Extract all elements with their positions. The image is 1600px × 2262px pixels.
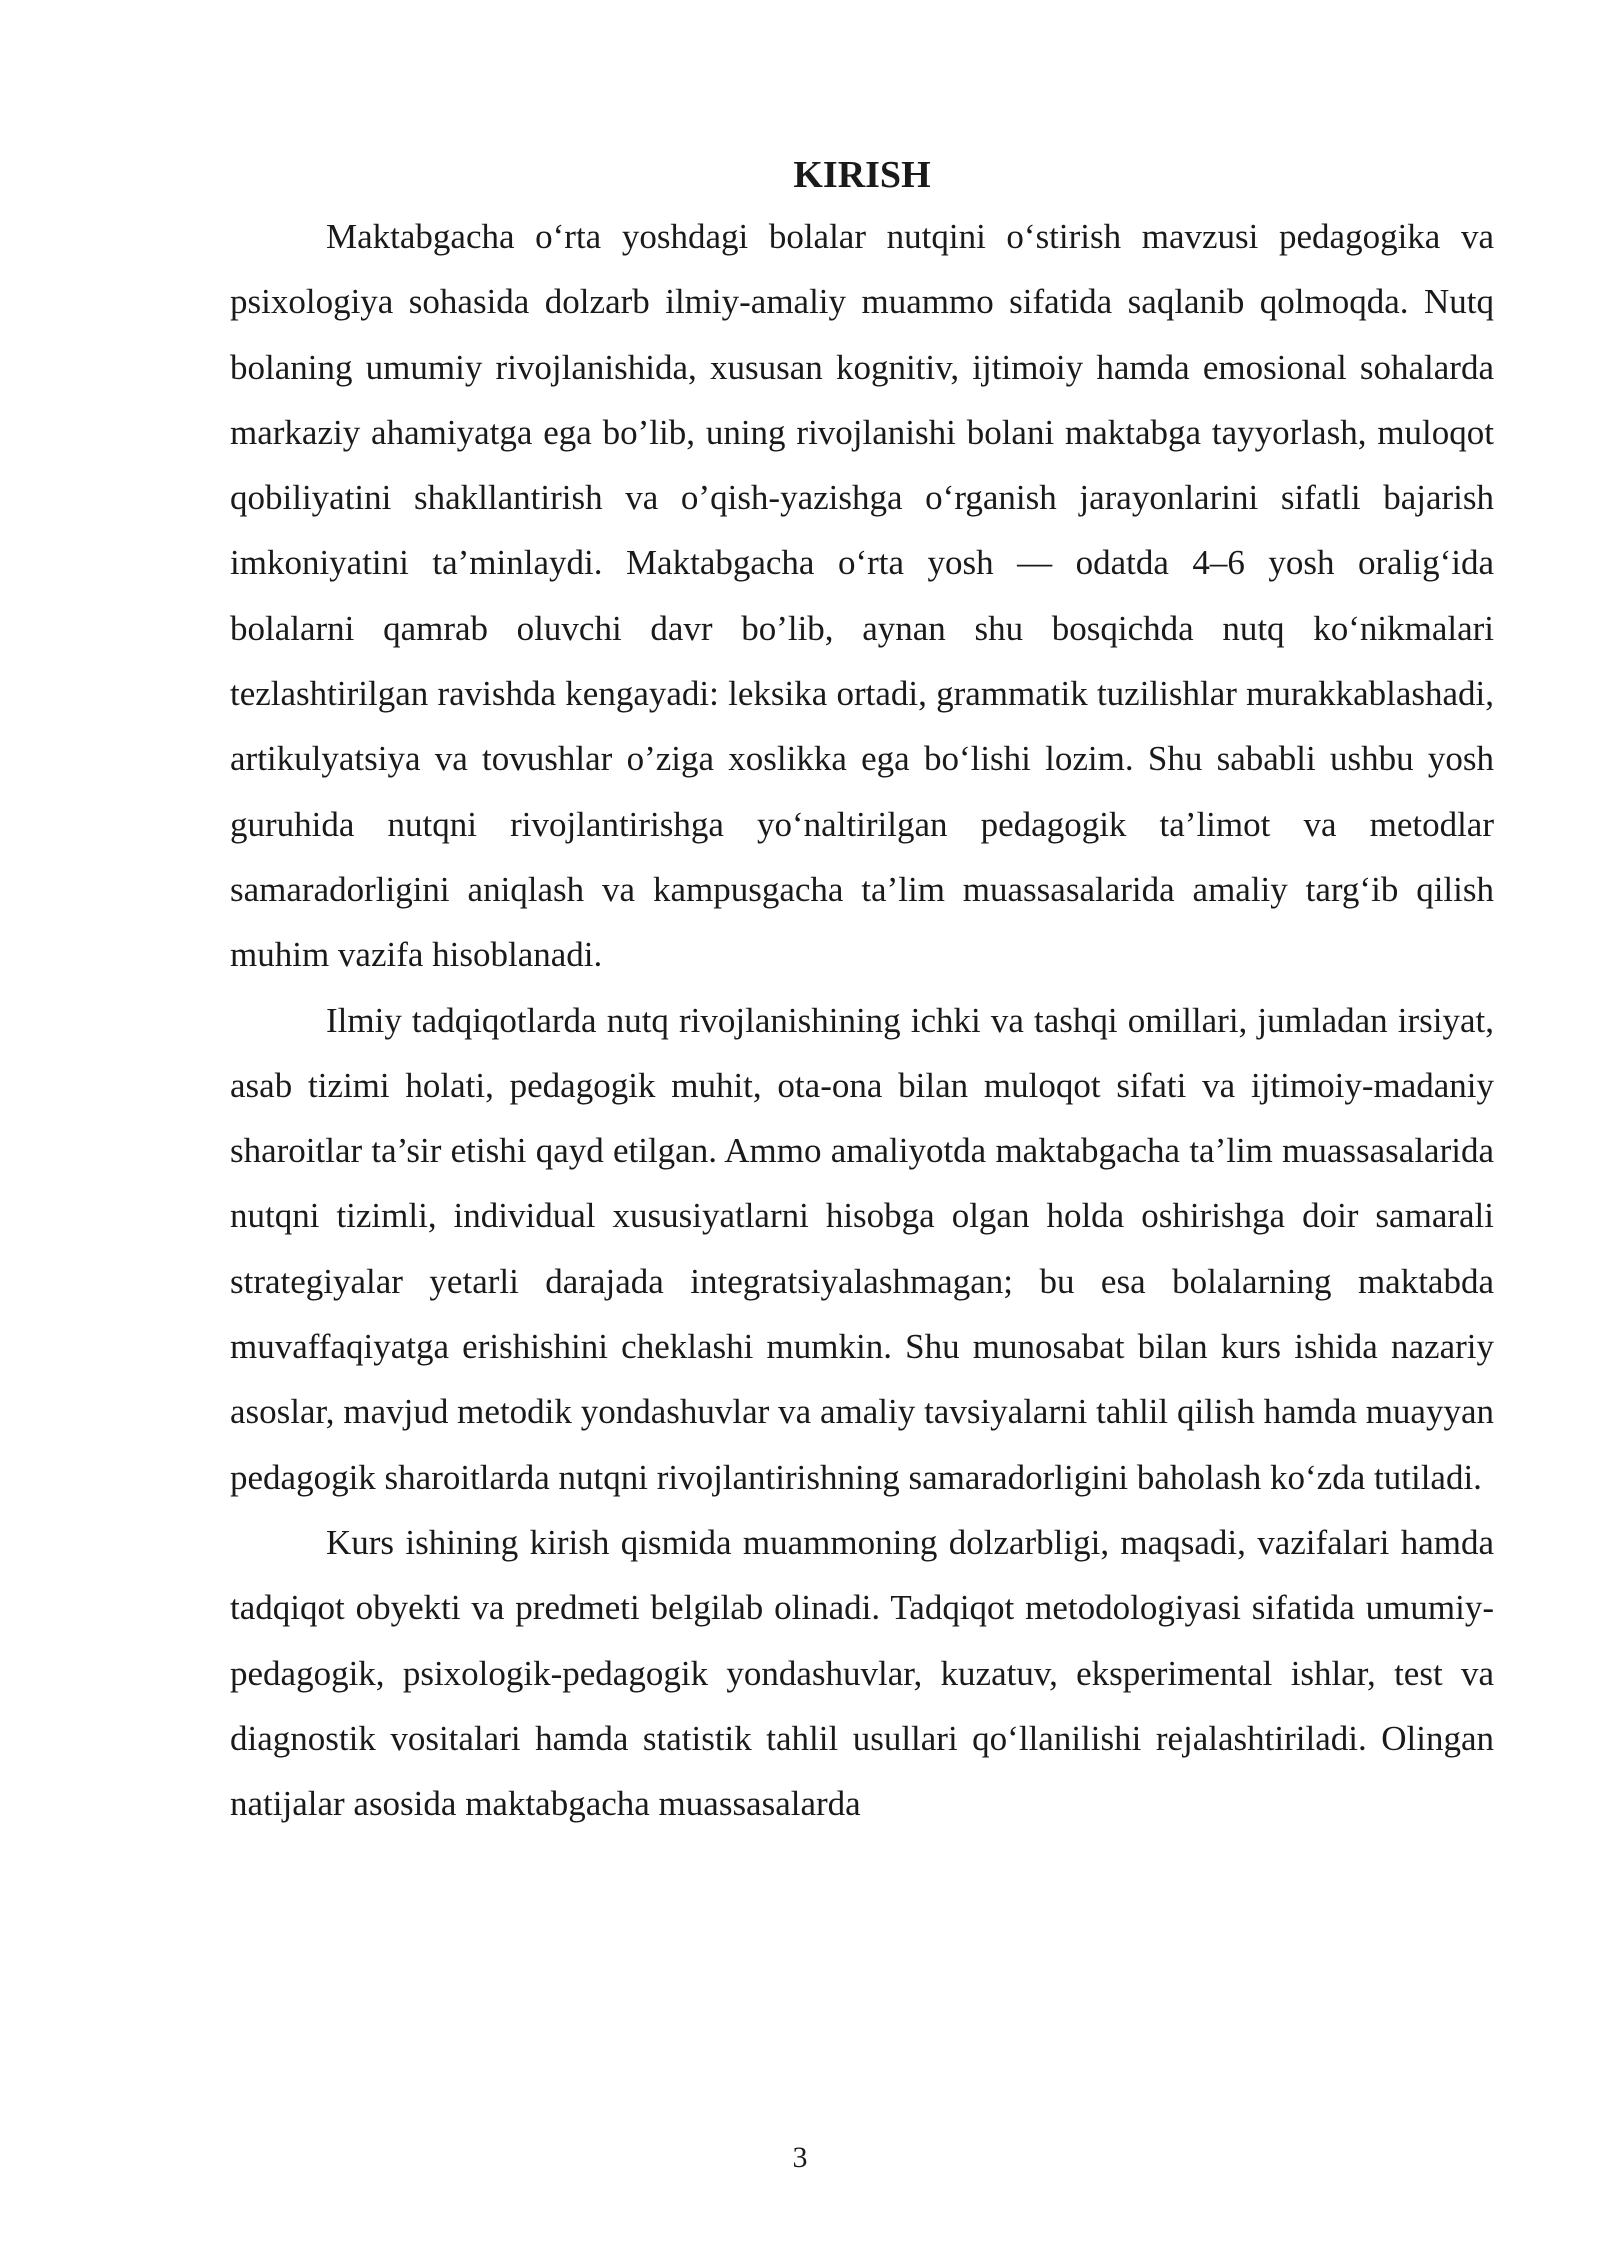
page-content xyxy=(230,146,1494,1836)
paragraph-1: Maktabgacha o‘rta yoshdagi bolalar nutqini o‘stirish mavzusi pedagogika va psixologiya sohasida dolzarb ilmiy-amaliy muammo sifatida saqlanib qolmoqda. Nutq bolaning umumiy rivojlanishida, xususan kognitiv, ijtimoiy hamda emosional sohalarda markaziy ahamiyatga ega bo’lib, uning rivojlanishi bolani maktabga tayyorlash, muloqot qobiliyatini shakllantirish va o’qish-yazishga o‘rganish jarayonlarini sifatli bajarish imkoniyatini ta’minlaydi. Maktabgacha o‘rta yosh — odatda 4–6 yosh oralig‘ida bolalarni qamrab oluvchi davr bo’lib, aynan shu bosqichda nutq ko‘nikmalari tezlashtirilgan ravishda kengayadi: leksika ortadi, grammatik tuzilishlar murakkablashadi, artikulyatsiya va tovushlar o’ziga xoslikka ega bo‘lishi lozim. Shu sababli ushbu yosh guruhida nutqni rivojlantirishga yo‘naltirilgan pedagogik ta’limot va metodlar samaradorligini aniqlash va kampusgacha ta’lim muassasalarida amaliy targ‘ib qilish muhim vazifa hisoblanadi. xyxy=(230,217,1494,975)
section-title: KIRISH xyxy=(793,154,931,196)
paragraph-2: Ilmiy tadqiqotlarda nutq rivojlanishining ichki va tashqi omillari, jumladan irsiyat, asab tizimi holati, pedagogik muhit, ota-ona bilan muloqot sifati va ijtimoiy-madaniy sharoitlar ta’sir etishi qayd etilgan. Ammo amaliyotda maktabgacha ta’lim muassasalarida nutqni tizimli, individual xususiyatlarni hisobga olgan holda oshirishga doir samarali strategiyalar yetarli darajada integratsiyalashmagan; bu esa bolalarning maktabda muvaffaqiyatga erishishini cheklashi mumkin. Shu munosabat bilan kurs ishida nazariy asoslar, mavjud metodik yondashuvlar va amaliy tavsiyalarni tahlil qilish hamda muayyan pedagogik sharoitlarda nutqni rivojlantirishning samaradorligini baholash ko‘zda tutiladi. xyxy=(230,1000,1494,1497)
page-number: 3 xyxy=(792,2141,808,2174)
paragraph-3: Kurs ishining kirish qismida muammoning dolzarbligi, maqsadi, vazifalari hamda tadqiqot obyekti va predmeti belgilab olinadi. Tadqiqot metodologiyasi sifatida umumiy-pedagogik, psixologik-pedagogik yondashuvlar, kuzatuv, eksperimental ishlar, test va diagnostik vositalari hamda statistik tahlil usullari qo‘llanilishi rejalashtiriladi. Olingan natijalar asosida maktabgacha muassasalarda xyxy=(230,1522,1494,1824)
